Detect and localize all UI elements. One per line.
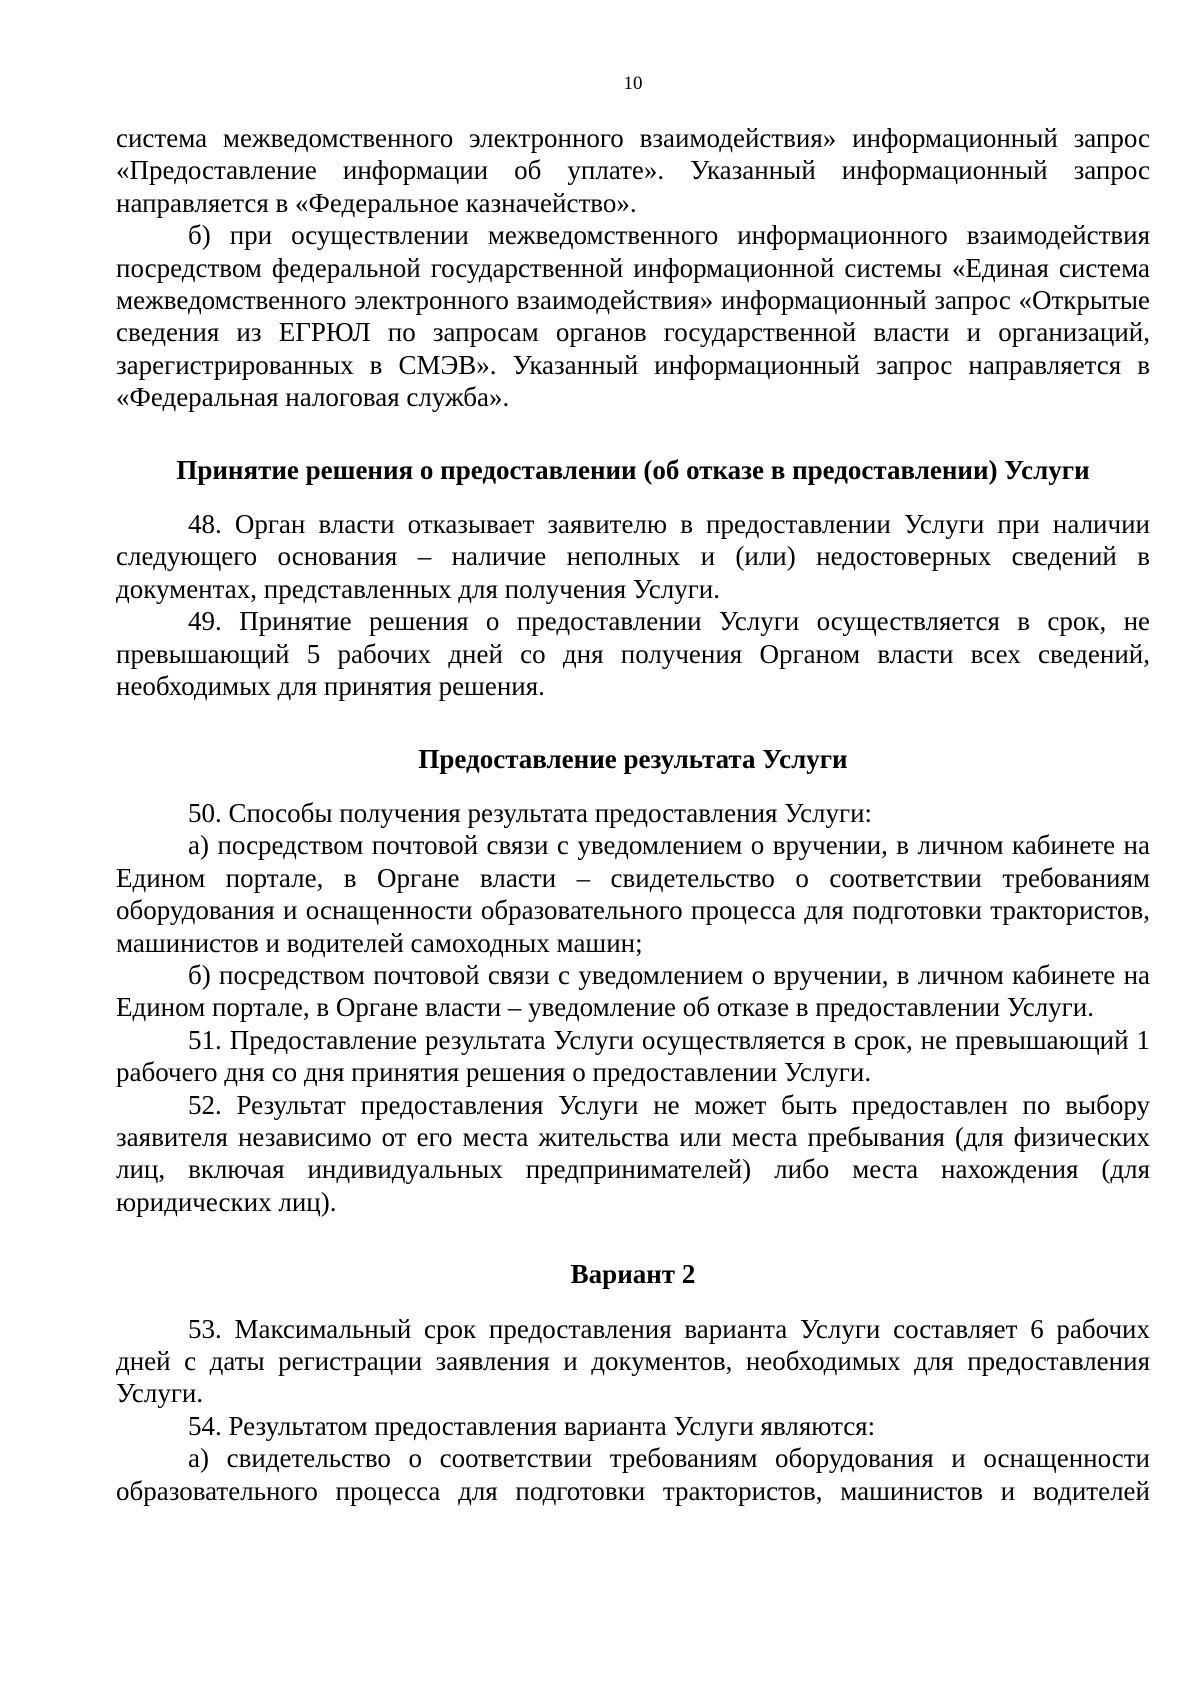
- paragraph-48: 48. Орган власти отказывает заявителю в предоставлении Услуги при наличии следующего основания – наличие неполных и (или) недостоверных сведений в документах, представленных для получения Услуги.: [116, 509, 1150, 604]
- paragraph-50: 50. Способы получения результата предоставления Услуги:: [188, 797, 873, 828]
- document-body: [116, 122, 1150, 1507]
- paragraph-51: 51. Предоставление результата Услуги осуществляется в срок, не превышающий 1 рабочего дня со дня принятия решения о предоставлении Услуги.: [116, 1024, 1150, 1088]
- section-heading-variant-2: Вариант 2: [570, 1259, 696, 1290]
- paragraph-54: 54. Результатом предоставления варианта Услуги являются:: [188, 1410, 876, 1441]
- paragraph-53: 53. Максимальный срок предоставления варианта Услуги составляет 6 рабочих дней с даты регистрации заявления и документов, необходимых для предоставления Услуги.: [116, 1313, 1150, 1409]
- paragraph-52: 52. Результат предоставления Услуги не может быть предоставлен по выбору заявителя независимо от его места жительства или места пребывания (для физических лиц, включая индивидуальных предпринимателей) либо места нахождения (для юридических лиц).: [116, 1089, 1150, 1217]
- section-heading-result: Предоставление результата Услуги: [418, 743, 848, 774]
- paragraph-47b: б) при осуществлении межведомственного информационного взаимодействия посредством федеральной государственной информационной системы «Единая система межведомственного электронного взаимодействия» информационный запрос «Открытые сведения из ЕГРЮЛ по запросам органов государственной власти и организаций, зарегистрированных в СМЭВ». Указанный информационный запрос направляется в «Федеральная налоговая служба».: [116, 220, 1150, 413]
- paragraph-50b: б) посредством почтовой связи с уведомлением о вручении, в личном кабинете на Едином портале, в Органе власти – уведомление об отказе в предоставлении Услуги.: [116, 959, 1150, 1023]
- paragraph-49: 49. Принятие решения о предоставлении Услуги осуществляется в срок, не превышающий 5 рабочих дней со дня получения Органом власти всех сведений, необходимых для принятия решения.: [116, 606, 1150, 702]
- paragraph-54a: а) свидетельство о соответствии требованиям оборудования и оснащенности образовательного процесса для подготовки трактористов, машинистов и водителей: [116, 1443, 1150, 1506]
- section-heading-decision: Принятие решения о предоставлении (об отказе в предоставлении) Услуги: [176, 454, 1090, 485]
- page-number: 10: [623, 73, 643, 94]
- paragraph-continuation: система межведомственного электронного взаимодействия» информационный запрос «Предоставление информации об уплате». Указанный информационный запрос направляется в «Федеральное казначейство».: [116, 123, 1150, 218]
- paragraph-50a: а) посредством почтовой связи с уведомлением о вручении, в личном кабинете на Едином портале, в Органе власти – свидетельство о соответствии требованиям оборудования и оснащенности образовательного процесса для подготовки трактористов, машинистов и водителей самоходных машин;: [116, 830, 1150, 958]
